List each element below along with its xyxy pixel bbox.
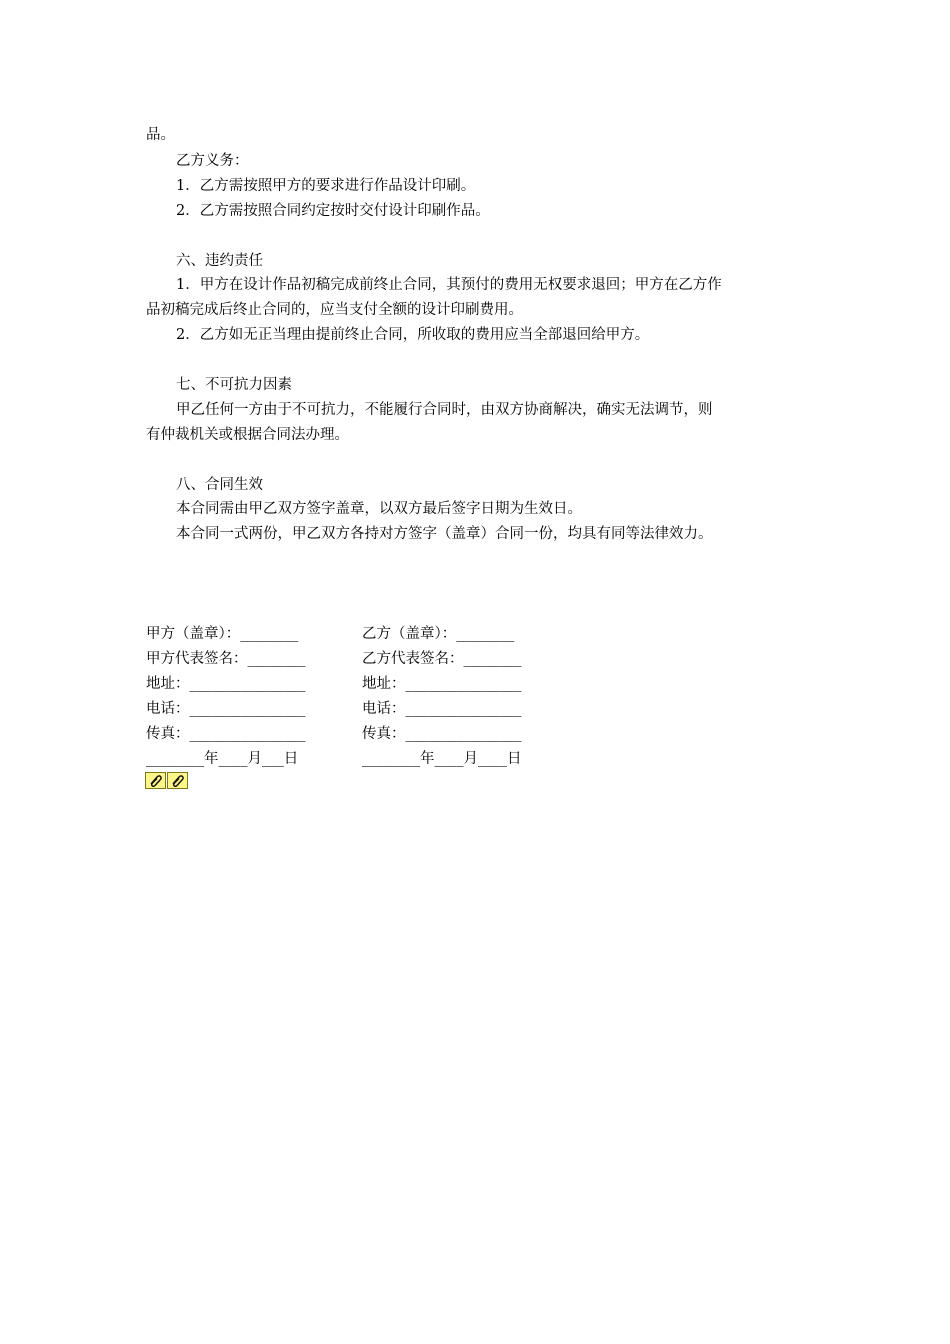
party-b-date-field: ________年____月____日 <box>362 751 522 767</box>
body-line: 2．乙方如无正当理由提前终止合同，所收取的费用应当全部退回给甲方。 <box>176 327 650 343</box>
party-b-rep-signature-field: 乙方代表签名：________ <box>362 651 522 667</box>
attachment-icons <box>145 772 189 789</box>
section-heading-effectiveness: 八、合同生效 <box>176 477 263 493</box>
body-line: 有仲裁机关或根据合同法办理。 <box>146 427 349 443</box>
body-line: 1．甲方在设计作品初稿完成前终止合同，其预付的费用无权要求退回；甲方在乙方作 <box>176 277 722 293</box>
body-line: 1．乙方需按照甲方的要求进行作品设计印刷。 <box>176 178 476 194</box>
body-line: 品初稿完成后终止合同的，应当支付全额的设计印刷费用。 <box>146 302 523 318</box>
body-line: 甲乙任何一方由于不可抗力，不能履行合同时，由双方协商解决，确实无法调节，则 <box>176 402 713 418</box>
section-heading-breach: 六、违约责任 <box>176 253 263 269</box>
paperclip-icon[interactable] <box>145 772 166 789</box>
party-a-rep-signature-field: 甲方代表签名：________ <box>146 651 306 667</box>
party-b-fax-field: 传真：________________ <box>362 726 522 742</box>
body-line: 品。 <box>146 127 175 143</box>
party-b-seal-field: 乙方（盖章）：________ <box>362 626 515 642</box>
party-a-address-field: 地址：________________ <box>146 676 306 692</box>
body-line: 本合同一式两份，甲乙双方各持对方签字（盖章）合同一份，均具有同等法律效力。 <box>176 526 713 542</box>
party-b-phone-field: 电话：________________ <box>362 701 522 717</box>
party-a-date-field: ________年____月___日 <box>146 751 299 767</box>
paperclip-icon[interactable] <box>167 772 188 789</box>
section-heading-force-majeure: 七、不可抗力因素 <box>176 377 292 393</box>
body-line: 本合同需由甲乙双方签字盖章，以双方最后签字日期为生效日。 <box>176 501 582 517</box>
party-b-address-field: 地址：________________ <box>362 676 522 692</box>
party-a-seal-field: 甲方（盖章）：________ <box>146 626 299 642</box>
section-label-party-b-obligations: 乙方义务： <box>176 153 249 169</box>
party-a-phone-field: 电话：________________ <box>146 701 306 717</box>
party-a-fax-field: 传真：________________ <box>146 726 306 742</box>
body-line: 2．乙方需按照合同约定按时交付设计印刷作品。 <box>176 203 490 219</box>
